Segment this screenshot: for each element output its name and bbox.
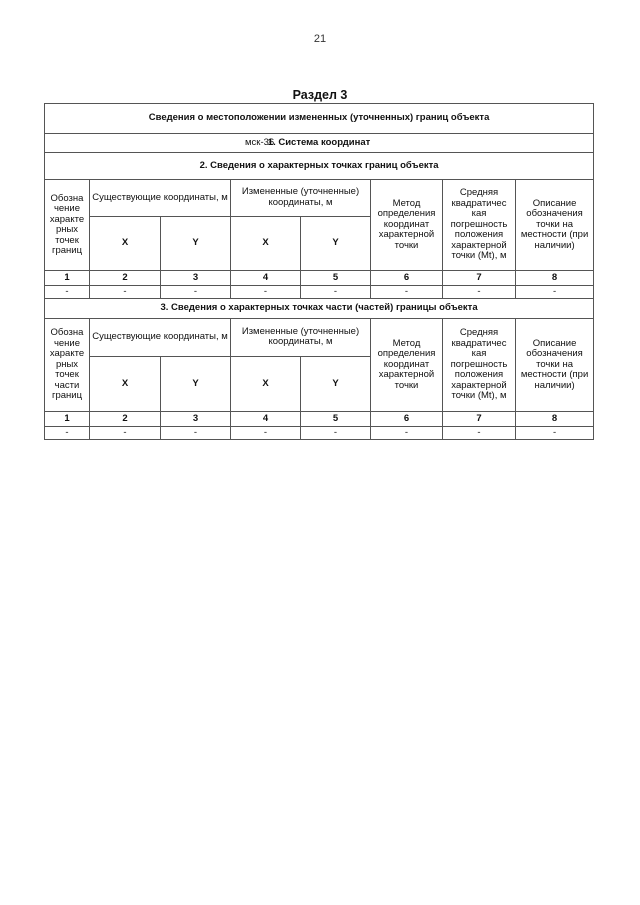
table2-col-changed: Измененные (уточненные) координаты, м xyxy=(231,180,371,217)
table3-value-cell: - xyxy=(516,427,594,440)
table2-num-cell: 4 xyxy=(231,271,301,286)
table3-col-error: Средняя квадратичес кая погрешность положения характерной точки (Mt), м xyxy=(443,319,516,412)
table3-col-designation: Обозна чение характе рных точек части границ xyxy=(45,319,90,412)
table3-value-cell: - xyxy=(443,427,516,440)
table3-num-cell: 4 xyxy=(231,412,301,427)
table3-value-cell: - xyxy=(45,427,90,440)
coord-system-cell xyxy=(45,134,594,153)
table3-num-cell: 2 xyxy=(90,412,161,427)
table3-value-cell: - xyxy=(371,427,443,440)
table2-col-x-existing: X xyxy=(90,216,161,270)
table3-col-changed: Измененные (уточненные) координаты, м xyxy=(231,319,371,357)
coord-system-value: мск-36 xyxy=(245,136,275,148)
table2-value-cell: - xyxy=(90,286,161,299)
table2-col-designation: Обозна чение характе рных точек границ xyxy=(45,180,90,271)
table3-num-cell: 6 xyxy=(371,412,443,427)
table2-col-method: Метод определения координат характерной точки xyxy=(371,180,443,271)
table-title-row xyxy=(45,104,594,134)
table2-heading: 2. Сведения о характерных точках границ объекта xyxy=(45,153,594,180)
table2-header-row-1 xyxy=(45,180,594,217)
table3-num-cell: 1 xyxy=(45,412,90,427)
table3-header-row-1 xyxy=(45,319,594,357)
table2-value-cell: - xyxy=(516,286,594,299)
table2-value-cell: - xyxy=(231,286,301,299)
table2-num-cell: 7 xyxy=(443,271,516,286)
table2-num-cell: 3 xyxy=(161,271,231,286)
table3-value-cell: - xyxy=(161,427,231,440)
table2-value-cell: - xyxy=(301,286,371,299)
table3-col-x-changed: X xyxy=(231,356,301,411)
table3-num-cell: 7 xyxy=(443,412,516,427)
table-title: Сведения о местоположении измененных (уточненных) границ объекта xyxy=(45,104,594,134)
coord-system-row xyxy=(45,134,594,153)
table2-num-cell: 6 xyxy=(371,271,443,286)
table2-value-cell: - xyxy=(443,286,516,299)
table2-col-x-changed: X xyxy=(231,216,301,270)
table2-col-error: Средняя квадратичес кая погрешность положения характерной точки (Mt), м xyxy=(443,180,516,271)
table2-heading-row xyxy=(45,153,594,180)
table3-col-x-existing: X xyxy=(90,356,161,411)
table3-value-cell: - xyxy=(90,427,161,440)
boundaries-table xyxy=(44,103,594,440)
table3-col-y-existing: Y xyxy=(161,356,231,411)
table3-col-method: Метод определения координат характерной точки xyxy=(371,319,443,412)
table3-num-cell: 8 xyxy=(516,412,594,427)
table2-number-row xyxy=(45,271,594,286)
table3-value-cell: - xyxy=(231,427,301,440)
table3-heading-row xyxy=(45,299,594,319)
table3-value-cell: - xyxy=(301,427,371,440)
table2-value-cell: - xyxy=(45,286,90,299)
section-title: Раздел 3 xyxy=(292,88,348,102)
table3-col-y-changed: Y xyxy=(301,356,371,411)
page-number: 21 xyxy=(313,33,327,45)
table2-value-cell: - xyxy=(161,286,231,299)
coord-system-label: 1. Система координат xyxy=(267,136,371,148)
table3-num-cell: 3 xyxy=(161,412,231,427)
table3-num-cell: 5 xyxy=(301,412,371,427)
table2-num-cell: 5 xyxy=(301,271,371,286)
table3-col-existing: Существующие координаты, м xyxy=(90,319,231,357)
table2-num-cell: 1 xyxy=(45,271,90,286)
table2-col-y-changed: Y xyxy=(301,216,371,270)
table-row xyxy=(45,427,594,440)
table2-col-existing: Существующие координаты, м xyxy=(90,180,231,217)
table2-col-description: Описание обозначения точки на местности (при наличии) xyxy=(516,180,594,271)
table3-number-row xyxy=(45,412,594,427)
table2-col-y-existing: Y xyxy=(161,216,231,270)
table2-num-cell: 8 xyxy=(516,271,594,286)
table3-heading: 3. Сведения о характерных точках части (частей) границы объекта xyxy=(45,299,594,319)
table-row xyxy=(45,286,594,299)
table3-col-description: Описание обозначения точки на местности (при наличии) xyxy=(516,319,594,412)
table2-value-cell: - xyxy=(371,286,443,299)
table2-num-cell: 2 xyxy=(90,271,161,286)
